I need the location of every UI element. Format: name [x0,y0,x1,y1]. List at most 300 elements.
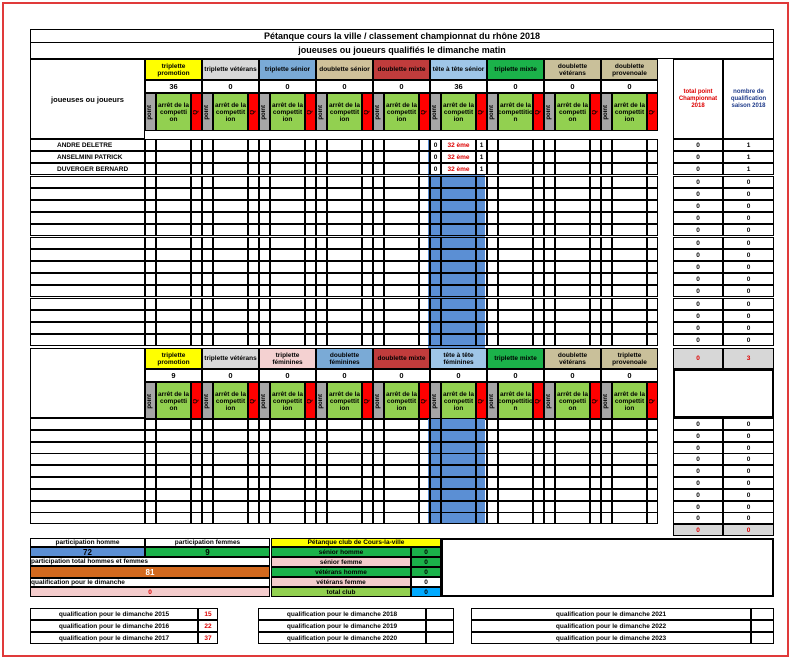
score-cell [601,285,612,297]
score-cell [248,200,259,212]
score-cell [191,477,202,489]
score-cell [316,310,327,322]
score-cell [145,310,156,322]
score-cell [202,489,213,501]
score-cell [202,249,213,261]
player-name [30,453,145,465]
club-row-value: 0 [411,577,441,587]
score-cell [316,249,327,261]
score-cell [327,489,362,501]
score-cell [544,139,555,151]
score-cell [555,453,590,465]
score-cell [305,237,316,249]
participation-total-label: participation total hommes et femmes [30,557,270,566]
score-cell [259,212,270,224]
score-cell [316,176,327,188]
score-cell [590,477,601,489]
score-cell [476,334,487,346]
qualif-year-value [426,608,454,620]
score-cell [145,200,156,212]
score-cell [213,334,248,346]
score-cell [270,430,305,442]
score-cell [544,285,555,297]
score-cell [384,200,419,212]
nb-cell: 0 [723,334,774,346]
score-cell [487,273,498,285]
subheader-q [305,382,316,420]
score-cell [145,334,156,346]
score-cell [487,322,498,334]
score-cell [259,249,270,261]
score-cell [601,176,612,188]
score-cell [270,249,305,261]
score-cell [544,298,555,310]
score-cell [384,489,419,501]
score-cell [441,212,476,224]
score-cell [590,176,601,188]
score-cell [191,430,202,442]
score-cell [419,334,430,346]
top-nb-sum: 3 [723,348,774,369]
qualif-year-label: qualification pour le dimanche 2019 [258,620,426,632]
score-cell [419,477,430,489]
total-cell: 0 [673,224,723,236]
score-cell [327,176,362,188]
q-label: Q [364,109,370,115]
score-cell [555,285,590,297]
score-cell [373,261,384,273]
score-cell [270,465,305,477]
score-cell [384,188,419,200]
subheader-arret: arrêt de la competti on [156,382,191,420]
score-cell [612,334,647,346]
score-cell [647,477,658,489]
score-cell [384,477,419,489]
score-cell [555,151,590,163]
point-label: point [204,393,210,409]
score-cell [544,151,555,163]
score-cell [498,261,533,273]
subheader-q [533,382,544,420]
score-cell [384,418,419,430]
subheader-q [647,93,658,131]
score-cell [590,334,601,346]
score-cell [327,430,362,442]
subheader-arret: arrêt de la compettit ion [384,382,419,420]
score-cell [327,224,362,236]
qualif-year-value [426,620,454,632]
player-name [30,212,145,224]
score-cell [601,188,612,200]
category-count: 0 [601,369,658,382]
score-cell [270,224,305,236]
total-cell: 0 [673,430,723,442]
subheader-arret: arrêt de la compettitio n [498,382,533,420]
score-cell [145,237,156,249]
nb-cell: 0 [723,273,774,285]
score-cell [612,188,647,200]
score-cell [305,465,316,477]
score-cell [373,139,384,151]
score-cell [202,151,213,163]
score-cell [647,418,658,430]
score-cell [476,465,487,477]
score-cell [555,298,590,310]
score-cell [555,200,590,212]
score-cell [373,430,384,442]
score-cell [248,237,259,249]
point-label: point [204,104,210,120]
score-cell [612,512,647,524]
score-cell [362,489,373,501]
score-cell [590,453,601,465]
score-cell [601,249,612,261]
score-cell [555,310,590,322]
score-cell [476,249,487,261]
score-cell [476,237,487,249]
score-cell [612,465,647,477]
nb-cell: 0 [723,501,774,513]
score-cell [601,163,612,175]
score-cell [612,310,647,322]
score-cell [419,212,430,224]
score-cell [601,151,612,163]
category-header: doublette féminines [316,348,373,369]
total-cell: 0 [673,310,723,322]
score-cell [498,188,533,200]
total-header: total point Championnat 2018 [673,59,723,139]
players-header: joueuses ou joueurs [30,59,145,139]
score-cell [487,188,498,200]
score-cell [248,188,259,200]
score-cell [533,176,544,188]
qualif-year-label: qualification pour le dimanche 2018 [258,608,426,620]
score-cell [305,212,316,224]
score-cell [533,285,544,297]
score-cell [213,465,248,477]
score-cell [259,489,270,501]
score-cell [555,273,590,285]
total-cell: 0 [673,212,723,224]
score-cell [384,334,419,346]
total-cell: 0 [673,151,723,163]
qualif-year-value [751,632,774,644]
nb-cell: 0 [723,418,774,430]
subheader-point-label [430,382,441,420]
score-cell [327,163,362,175]
score-cell [533,212,544,224]
club-row-value: 0 [411,547,441,557]
score-cell [555,430,590,442]
subheader-arret: arrêt de la compettit ion [213,382,248,420]
score-cell [191,465,202,477]
subheader-point-label [145,93,156,131]
score-cell [145,212,156,224]
score-cell [498,249,533,261]
score-cell [327,334,362,346]
score-cell [305,334,316,346]
score-cell [316,163,327,175]
score-cell [384,298,419,310]
score-cell [419,285,430,297]
point-label: point [375,393,381,409]
score-cell [248,212,259,224]
score-cell [327,465,362,477]
score-cell [647,176,658,188]
score-cell [487,453,498,465]
score-cell [362,163,373,175]
score-cell [373,310,384,322]
subheader-point-label [601,382,612,420]
score-cell [384,512,419,524]
score-cell [362,418,373,430]
score-cell [533,418,544,430]
score-cell [441,418,476,430]
score-cell [498,310,533,322]
score-cell [612,298,647,310]
score-cell [430,285,441,297]
score-cell [590,212,601,224]
score-cell [487,465,498,477]
subheader-q [248,93,259,131]
score-cell [316,237,327,249]
subheader-q [248,382,259,420]
participation-homme-label: participation homme [30,538,145,547]
point-label: point [147,393,153,409]
score-cell [487,310,498,322]
score-cell [590,249,601,261]
score-cell [305,453,316,465]
score-cell [316,489,327,501]
score-cell [202,273,213,285]
score-cell [270,477,305,489]
score-cell [544,261,555,273]
subheader-arret: arrêt de la compettit ion [270,382,305,420]
point-label: point [375,104,381,120]
category-count: 0 [259,369,316,382]
score-cell [590,512,601,524]
score-cell [305,285,316,297]
subheader-arret: arrêt de la competti on [555,93,590,131]
score-cell [213,249,248,261]
score-cell [487,477,498,489]
score-cell [647,489,658,501]
score-cell [544,212,555,224]
score-cell [647,430,658,442]
subheader-arret: arrêt de la compettit ion [441,382,476,420]
bottom-players-header [30,348,145,418]
score-cell [533,237,544,249]
score-cell [590,200,601,212]
score-cell [362,176,373,188]
score-cell [202,237,213,249]
score-cell [213,212,248,224]
q-label: Q [364,398,370,404]
score-cell [647,224,658,236]
score-cell [441,298,476,310]
score-cell [498,163,533,175]
score-cell [248,322,259,334]
score-cell [362,261,373,273]
nb-cell: 0 [723,249,774,261]
score-cell [316,334,327,346]
score-cell [248,176,259,188]
subheader-arret: arrêt de la compettit ion [612,93,647,131]
score-cell [305,188,316,200]
category-header: doublette vétérans [544,348,601,369]
qualif-year-value [751,620,774,632]
score-cell [191,273,202,285]
score-cell [191,200,202,212]
score-cell [373,465,384,477]
nb-cell: 1 [723,139,774,151]
score-cell [590,298,601,310]
score-cell [533,512,544,524]
score-cell [430,249,441,261]
score-cell [191,151,202,163]
score-cell [156,465,191,477]
score-cell [647,298,658,310]
score-cell [498,334,533,346]
score-cell [259,418,270,430]
score-cell [305,273,316,285]
score-cell [191,285,202,297]
score-cell [373,273,384,285]
score-cell [259,298,270,310]
score-cell [441,237,476,249]
category-count: 0 [202,80,259,93]
score-cell [430,224,441,236]
score-cell [498,224,533,236]
score-cell [327,298,362,310]
score-cell [555,322,590,334]
player-name [30,298,145,310]
nb-cell: 0 [723,322,774,334]
score-cell [647,273,658,285]
point-label: point [318,393,324,409]
category-count: 0 [544,369,601,382]
score-cell [498,151,533,163]
score-cell [202,212,213,224]
score-cell [544,430,555,442]
score-cell [248,249,259,261]
score-cell [202,163,213,175]
score-cell [544,224,555,236]
category-header: doublette vétérans [544,59,601,80]
total-cell: 0 [673,285,723,297]
score-cell [327,512,362,524]
score-cell [213,512,248,524]
score-cell [498,176,533,188]
score-cell [430,477,441,489]
score-cell [441,334,476,346]
total-cell: 0 [673,512,723,524]
score-cell [498,418,533,430]
score-cell [373,224,384,236]
score-cell [248,224,259,236]
score-cell [498,322,533,334]
score-cell [145,512,156,524]
score-cell [202,224,213,236]
score-cell [362,224,373,236]
score-cell [476,298,487,310]
score-cell [419,139,430,151]
score-cell [202,261,213,273]
score-cell [476,430,487,442]
score-cell [601,512,612,524]
subheader-point-label [259,93,270,131]
score-cell [202,176,213,188]
score-cell [259,430,270,442]
category-count: 0 [373,80,430,93]
score-cell [316,273,327,285]
score-cell [145,465,156,477]
score-cell [270,212,305,224]
score-cell [373,188,384,200]
total-cell: 0 [673,501,723,513]
score-cell [259,477,270,489]
score-cell [362,285,373,297]
q-label: Q [592,398,598,404]
q-label: Q [478,398,484,404]
score-cell [647,310,658,322]
score-cell [647,200,658,212]
score-cell [533,188,544,200]
score-cell [612,261,647,273]
score-cell [601,237,612,249]
score-cell [270,139,305,151]
score-cell [476,322,487,334]
score-cell [533,465,544,477]
subheader-arret: arrêt de la compettit ion [270,93,305,131]
score-cell [305,512,316,524]
score-cell [487,285,498,297]
category-header: doublette provenoale [601,59,658,80]
subheader-point-label [259,382,270,420]
score-cell [213,453,248,465]
score-cell [305,430,316,442]
score-cell [145,273,156,285]
nb-cell: 0 [723,489,774,501]
player-name: ANDRE DELETRE [30,139,145,151]
qualif-year-label: qualification pour le dimanche 2022 [471,620,751,632]
score-cell [305,139,316,151]
score-cell [145,176,156,188]
score-cell [202,430,213,442]
score-cell [544,512,555,524]
score-cell [248,465,259,477]
subheader-q [191,382,202,420]
score-cell [476,224,487,236]
score-cell [202,322,213,334]
score-cell [384,163,419,175]
score-cell [259,224,270,236]
score-cell [327,273,362,285]
score-cell [601,212,612,224]
score-cell [248,151,259,163]
score-cell [145,151,156,163]
score-cell [612,139,647,151]
score-cell [213,261,248,273]
score-cell [259,176,270,188]
score-cell [259,261,270,273]
score-cell [305,418,316,430]
subheader-point-label [601,93,612,131]
score-cell [362,430,373,442]
score-cell [647,188,658,200]
nb-cell: 0 [723,200,774,212]
nb-cell: 0 [723,512,774,524]
